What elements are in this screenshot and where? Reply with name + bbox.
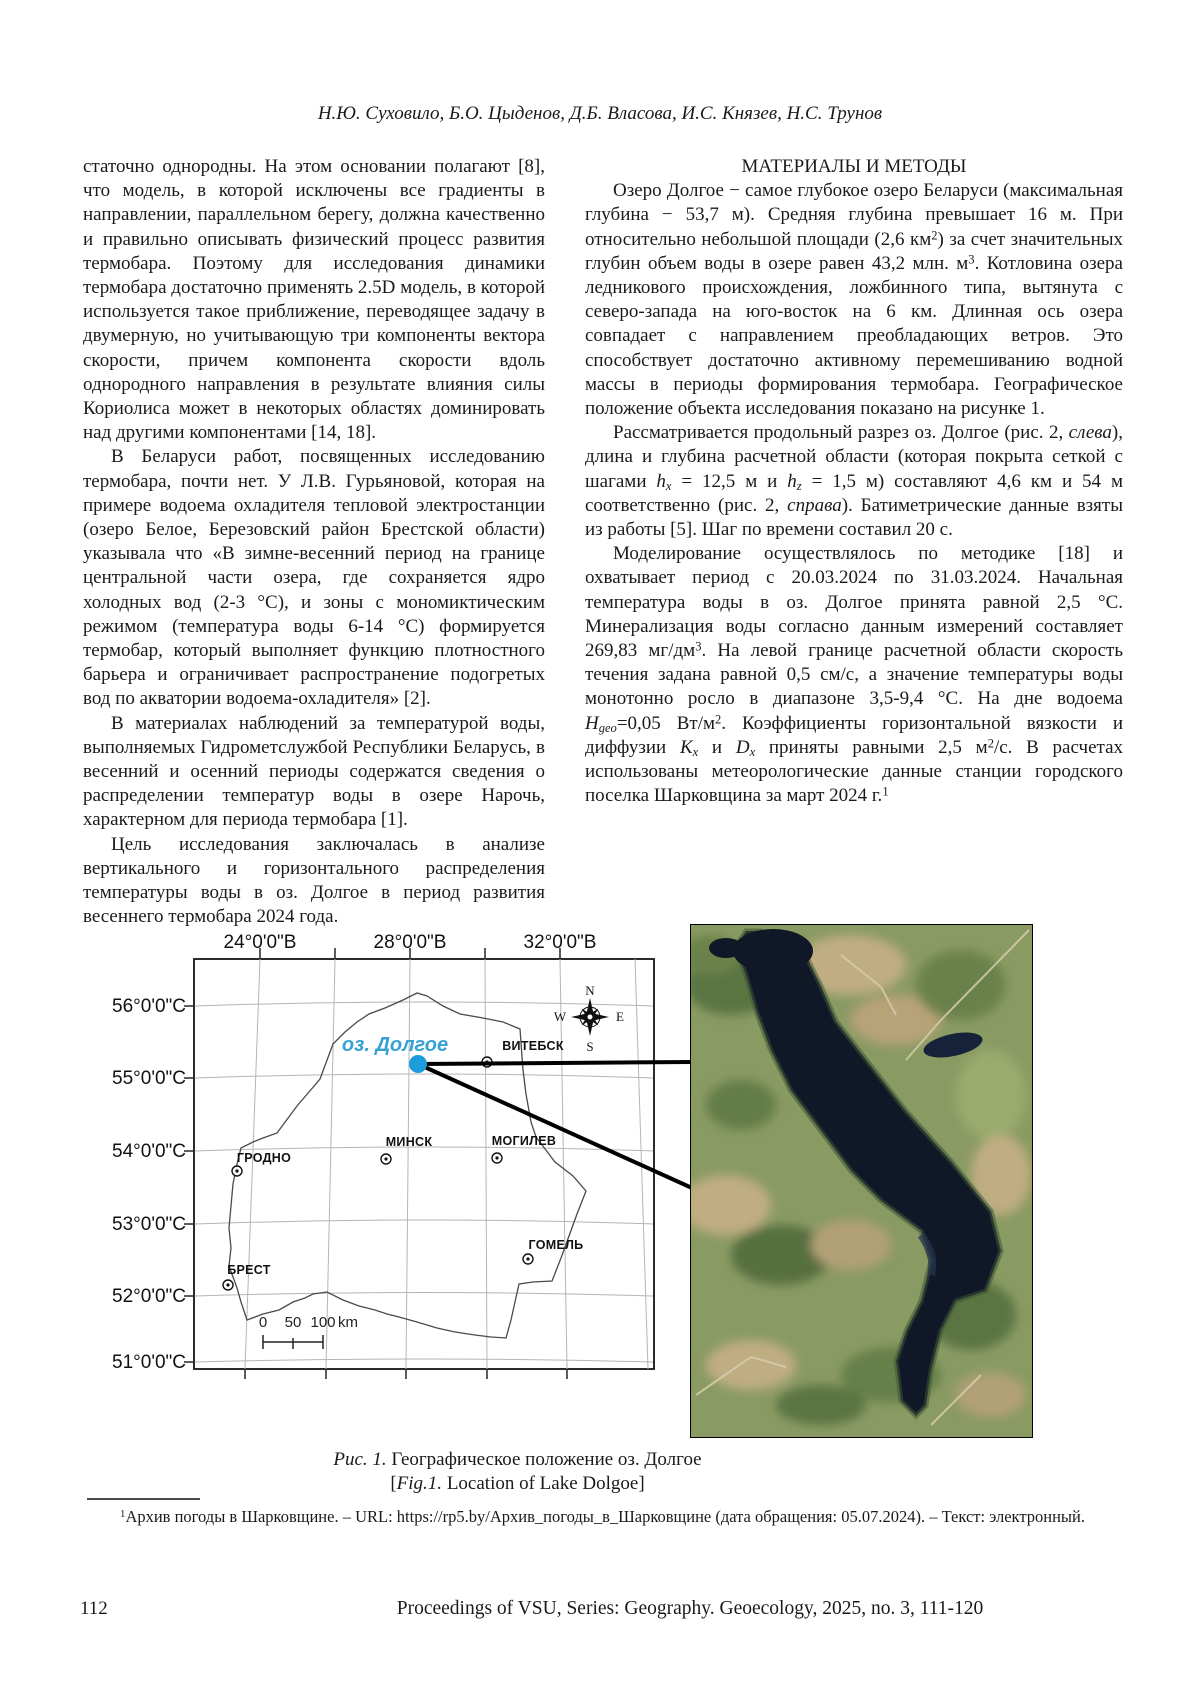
paragraph: Озеро Долгое − самое глубокое озеро Беларуси (максимальная глубина − 53,7 м). Средняя глубина превышает 16 м. При относительно небольшой площади (2,6 $км^2$) за счет значительных глубин объем воды в озере равен 43,2 млн. $м^3$. Котловина озера ледникового происхождения, ложбинного типа, вытянута с северо-запада на юго-восток на 6 км. Длинная ось озера совпадает с направлением преобладающих ветров. Это способствует достаточно активному перемешиванию водной массы в периоды формирования термобара. Географическое положение объекта исследования показано на рисунке 1. [585,180,1124,420]
authors-line: Н.Ю. Суховило, Б.О. Цыденов, Д.Б. Власова, И.С. Князев, Н.С. Трунов [317,103,883,124]
lon-label-32: 32°0'0"В [523,932,597,953]
paragraph: В материалах наблюдений за температурой воды, выполняемых Гидрометслужбой Республики Беларусь, в весенний и осенний периоды содержатся сведения о распределении температур воды в озере Нарочь, характерном для периода термобара [1]. [83,712,545,831]
lat-label-55: 55°0'0"С [112,1068,186,1089]
figure-caption [75,1448,960,1496]
figure-caption-en: [Fig.1. Location of Lake Dolgoe] [390,1473,645,1494]
paragraph: Цель исследования заключалась в анализе вертикального и горизонтального распределения температуры воды в оз. Долгое в период развития весеннего термобара 2024 года. [83,833,545,928]
paragraph: статочно однородны. На этом основании полагают [8], что модель, в которой исключены все градиенты в направлении, параллельном берегу, должна качественно и правильно описывать физический процесс развития термобара. Поэтому для исследования динамики термобара достаточно применять 2.5D модель, в которой используется такое приближение, переводящее задачу в двумерную, но учитывающую три компоненты вектора скорости, причем компонента скорости вдоль однородного направления в результате влияния силы Кориолиса может в некоторых областях доминировать над другими компонентами [14, 18]. [83,156,545,444]
lat-label-54: 54°0'0"С [112,1141,186,1162]
lat-label-56: 56°0'0"С [112,996,186,1017]
city-label-mogilev: МОГИЛЕВ [491,1134,557,1148]
right-column [585,155,1123,808]
lake-location-dot [409,1055,427,1073]
lake-north-lobe [733,929,813,973]
paragraph: Рассматривается продольный разрез оз. Долгое (рис. 2, слева), длина и глубина расчетной области (которая покрыта сеткой с шагами $h_x = 12,5$ м и $h_z = 1,5$ м) составляют 4,6 км и 54 м соответственно (рис. 2, справа). Батиметрические данные взяты из работы [5]. Шаг по времени составил 20 с. [585,422,1123,541]
lat-label-53: 53°0'0"С [112,1214,186,1235]
city-label-gomel: ГОМЕЛЬ [528,1238,584,1252]
section-heading: МАТЕРИАЛЫ И МЕТОДЫ [741,156,967,177]
lake-dolgoe-label: оз. Долгое [341,1034,449,1056]
satellite-art [691,925,1032,1437]
city-label-vitebsk: ВИТЕБСК [502,1039,564,1053]
lon-label-24: 24°0'0"В [223,932,297,953]
compass-north-label: N [585,983,595,998]
scale-100: 100 [310,1314,336,1331]
lat-label-52: 52°0'0"С [112,1286,186,1307]
scale-0: 0 [258,1314,268,1331]
footnote-separator [87,1498,200,1500]
footnote-text: $^1$Архив погоды в Шарковщине. – URL: https://rp5.by/Архив_погоды_в_Шарковщине (дата обращения: 05.07.2024). – Текст: электронный. [120,1507,1085,1526]
city-label-grodno: ГРОДНО [236,1151,292,1165]
page-number: 112 [80,1598,108,1619]
scale-50: 50 [284,1314,302,1331]
compass-south-label: S [586,1039,594,1054]
journal-footer: Proceedings of VSU, Series: Geography. Geoecology, 2025, no. 3, 111-120 [396,1598,984,1619]
compass-west-label: W [553,1009,567,1024]
scale-bar [263,1335,323,1349]
paragraph: Моделирование осуществлялось по методике [18] и охватывает период с 20.03.2024 по 31.03.2024. Начальная температура воды в оз. Долгое принята равной 2,5 °С. Минерализация воды согласно данным измерений составляет 269,83 $мг/дм^3$. На левой границе расчетной области скорость течения задана равной 0,5 см/с, а значение температуры воды монотонно росло в диапазоне 3,5-9,4 °С. На дне водоема $H_{geo}=0,05$ $Вт/м^2$. Коэффициенты горизонтальной вязкости и диффузии $K_x$ и $D_x$ приняты равными 2,5 $м^2/с$. В расчетах использованы метеорологические данные станции городского поселка Шарковщина за март 2024 г.$^1$ [585,543,1123,807]
paragraph: В Беларуси работ, посвященных исследованию термобара, почти нет. У Л.В. Гурьяновой, которая на примере водоема охладителя тепловой электростанции (озеро Белое, Березовский район Брестской области) указывала что «В зимне-весенний период на границе центральной части озера, где сохраняется ядро холодных вод (2-3 °С), и зоны с мономиктическим режимом (температура воды 6-14 °С) формируется термобар, который выполняет функцию плотностного барьера и ограничивает распространение подогретых вод по акватории водоема-охладителя» [2]. [83,446,545,710]
callout-lines [418,1062,692,1188]
figure-caption-ru: Рис. 1. Географическое положение оз. Долгое [333,1449,702,1470]
lat-label-51: 51°0'0"С [112,1352,186,1373]
city-label-minsk: МИНСК [385,1135,433,1149]
lon-label-28: 28°0'0"В [373,932,447,953]
lake-west-arm [709,938,743,958]
scale-unit: km [338,1314,358,1331]
satellite-image-lake-dolgoe [690,924,1033,1438]
compass-east-label: E [616,1009,624,1024]
city-label-brest: БРЕСТ [227,1263,271,1277]
left-column [83,155,545,930]
